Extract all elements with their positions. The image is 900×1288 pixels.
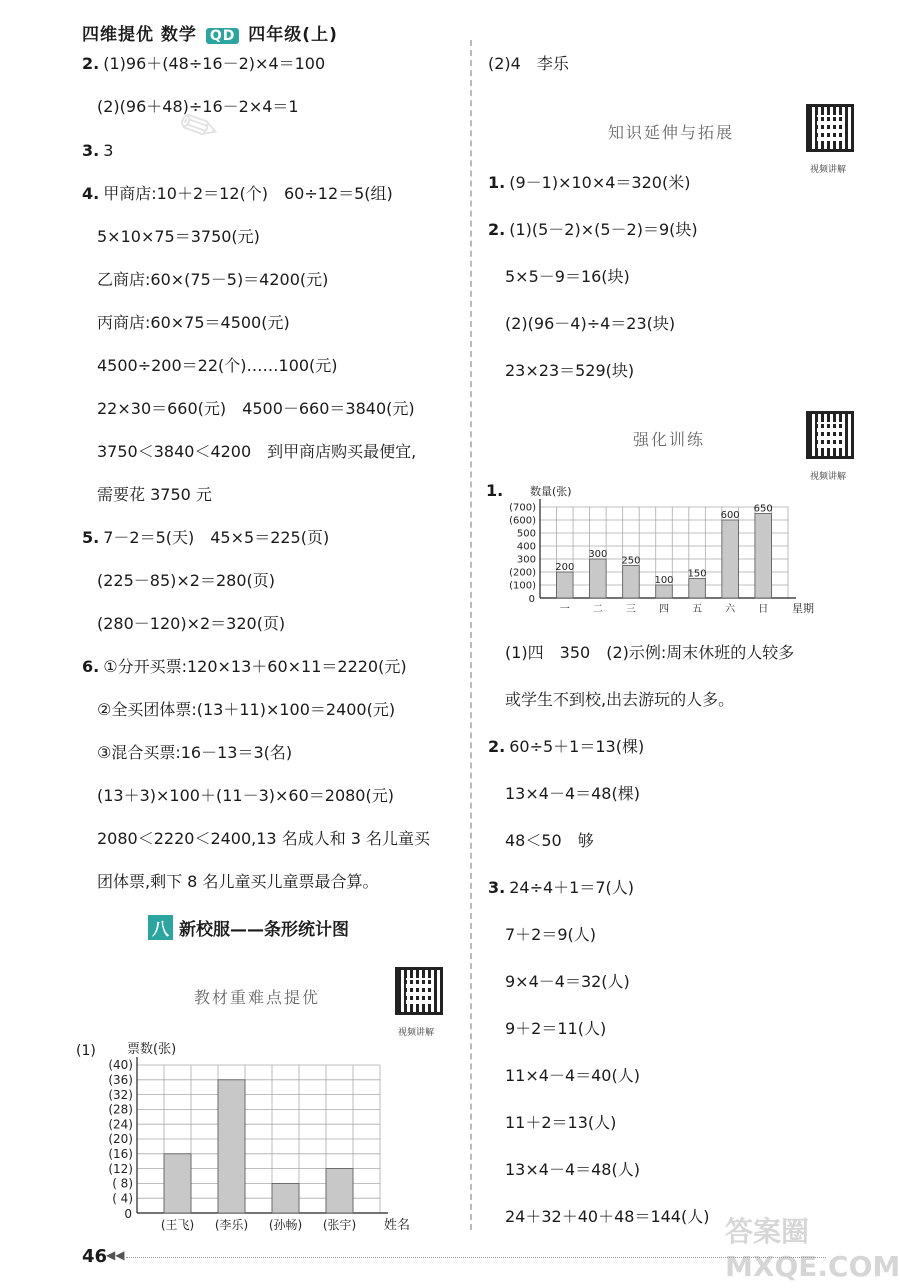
edition-badge: QD (206, 28, 240, 44)
y-tick-label: (36) (108, 1073, 133, 1087)
unit-title (148, 915, 349, 940)
answer-line: 丙商店:60×75＝4500(元) (97, 313, 290, 332)
answer-text: 甲商店:10＋2＝12(个) 60÷12＝5(组) (103, 184, 393, 203)
data-label: 150 (687, 568, 707, 580)
answer-line: 22×30＝660(元) 4500－660＝3840(元) (97, 399, 415, 418)
bar-chart-votes (95, 1040, 415, 1235)
column-divider (470, 40, 472, 1230)
y-tick-label: (40) (108, 1058, 133, 1073)
answer-line (488, 219, 698, 241)
answer-line (82, 527, 329, 549)
watermark-footer: 答案圈 MXQE.COM (725, 1215, 900, 1283)
y-tick-label: ( 4) (112, 1191, 133, 1206)
question-number: 1. (488, 173, 506, 192)
header-title: 四维提优 数学 (82, 25, 197, 45)
bar (326, 1169, 353, 1213)
page-number: 46 (82, 1246, 108, 1267)
qr-code-icon[interactable] (806, 411, 854, 459)
qr-code-icon[interactable] (395, 967, 443, 1015)
header-grade: 四年级(上) (248, 25, 338, 45)
answer-line: 5×5－9＝16(块) (505, 267, 630, 286)
unit-number: 八 (148, 915, 173, 940)
bar (722, 520, 739, 598)
x-tick-label: 六 (725, 604, 736, 615)
answer-line: (1)四 350 (2)示例:周末休班的人较多 (505, 643, 795, 662)
x-tick-label: 四 (659, 604, 669, 615)
x-tick-label: (王飞) (160, 1218, 195, 1232)
answer-line: 9×4－4＝32(人) (505, 972, 630, 991)
answer-text: 24÷4＋1＝7(人) (509, 878, 635, 897)
answer-line: ②全买团体票:(13＋11)×100＝2400(元) (97, 700, 396, 719)
answer-line: 乙商店:60×(75－5)＝4200(元) (97, 270, 329, 289)
x-axis-label: 姓名 (384, 1218, 411, 1233)
answer-line: (225－85)×2＝280(页) (97, 571, 275, 590)
bar (272, 1183, 299, 1213)
answer-text: (9－1)×10×4＝320(米) (509, 173, 691, 192)
question-number: 3. (82, 141, 100, 160)
qr-label: 视频讲解 (810, 165, 847, 175)
x-tick-label: (张宇) (322, 1218, 357, 1232)
question-number: 1. (486, 481, 504, 500)
answer-text: 60÷5＋1＝13(棵) (509, 737, 645, 756)
y-tick-label: 500 (516, 528, 536, 540)
data-label: 300 (588, 549, 608, 560)
chart-prefix: (1) (76, 1043, 96, 1059)
y-tick-label: (700) (509, 502, 536, 514)
y-tick-label: (100) (509, 580, 536, 592)
answer-line: ③混合买票:16－13＝3(名) (97, 743, 293, 762)
y-tick-label: (24) (108, 1117, 133, 1132)
data-label: 650 (753, 503, 773, 515)
answer-text: (1)(5－2)×(5－2)＝9(块) (509, 220, 698, 239)
bar-chart-weekly (500, 478, 815, 618)
answer-line: 5×10×75＝3750(元) (97, 227, 260, 246)
y-tick-label: (32) (108, 1087, 133, 1102)
y-tick-label: (600) (509, 515, 536, 527)
y-axis-label: 票数(张) (127, 1042, 177, 1057)
answer-line (488, 172, 690, 194)
y-tick-label: (200) (509, 567, 536, 579)
question-number: 4. (82, 184, 100, 203)
y-tick-label: (16) (108, 1147, 133, 1161)
bar (164, 1154, 191, 1213)
answer-text: 3 (103, 141, 114, 160)
answer-line (82, 656, 407, 678)
answer-line (488, 736, 644, 758)
footer-divider (126, 1257, 826, 1258)
y-tick-label: 300 (516, 554, 536, 566)
bar (557, 572, 574, 598)
question-number: 2. (488, 220, 506, 239)
question-number: 5. (82, 528, 100, 547)
x-tick-label: (李乐) (214, 1218, 249, 1232)
section-title: 教材重难点提优 (194, 988, 321, 1007)
x-tick-label: (孙畅) (268, 1218, 303, 1232)
y-tick-label: ( 8) (112, 1176, 133, 1191)
answer-line: 13×4－4＝48(棵) (505, 784, 640, 803)
x-axis-label: 星期 (792, 602, 814, 615)
data-label: 600 (720, 510, 740, 521)
answer-line: (2)(96－4)÷4＝23(块) (505, 314, 676, 333)
answer-line: 9＋2＝11(人) (505, 1019, 607, 1038)
y-tick-label: (12) (108, 1161, 133, 1176)
answer-line: 11＋2＝13(人) (505, 1113, 617, 1132)
y-tick-label: (28) (108, 1102, 133, 1117)
answer-line: 团体票,剩下 8 名儿童买儿童票最合算。 (97, 872, 379, 891)
qr-label: 视频讲解 (398, 1028, 435, 1038)
section-title: 知识延伸与拓展 (608, 123, 735, 142)
answer-line: 或学生不到校,出去游玩的人多。 (505, 690, 735, 709)
answer-line: 7＋2＝9(人) (505, 925, 597, 944)
x-tick-label: 一 (559, 604, 570, 615)
bar (623, 566, 640, 599)
arrow-left-icon: ◀◀ (106, 1248, 125, 1262)
data-label: 250 (621, 555, 641, 567)
answer-line: 48＜50 够 (505, 831, 594, 850)
bar (689, 579, 706, 599)
y-tick-label: 400 (516, 541, 536, 553)
answer-text: (1)96＋(48÷16－2)×4＝100 (103, 54, 326, 73)
answer-line: (2)(96＋48)÷16－2×4＝1 (97, 97, 299, 116)
answer-line: 4500÷200＝22(个)……100(元) (97, 356, 338, 375)
answer-line: (13＋3)×100＋(11－3)×60＝2080(元) (97, 786, 394, 805)
bar (218, 1080, 245, 1213)
watermark-logo: ✎ (170, 94, 229, 160)
bar (755, 514, 772, 599)
unit-title-text: 新校服——条形统计图 (179, 920, 349, 940)
answer-line: 23×23＝529(块) (505, 361, 635, 380)
question-number: 3. (488, 878, 506, 897)
answer-line: (280－120)×2＝320(页) (97, 614, 286, 633)
question-number: 6. (82, 657, 100, 676)
question-number: 2. (82, 54, 100, 73)
y-tick-label: (20) (108, 1132, 133, 1147)
x-tick-label: 五 (692, 604, 703, 615)
answer-line: 2080＜2220＜2400,13 名成人和 3 名儿童买 (97, 829, 431, 848)
data-label: 100 (654, 575, 674, 586)
x-tick-label: 日 (758, 604, 769, 615)
x-tick-label: 三 (625, 604, 636, 615)
bar (656, 585, 673, 598)
answer-line: (2)4 李乐 (488, 54, 569, 73)
answer-text: 7－2＝5(天) 45×5＝225(页) (103, 528, 330, 547)
answer-line: 24＋32＋40＋48＝144(人) (505, 1207, 710, 1226)
data-label: 200 (555, 562, 575, 573)
answer-line: 11×4－4＝40(人) (505, 1066, 640, 1085)
answer-text: ①分开买票:120×13＋60×11＝2220(元) (103, 657, 407, 676)
origin-label: 0 (124, 1206, 132, 1221)
answer-line: 需要花 3750 元 (97, 485, 212, 504)
y-axis-label: 数量(张) (530, 485, 572, 498)
answer-line (82, 53, 325, 75)
bar (590, 559, 607, 598)
section-title: 强化训练 (633, 430, 706, 449)
page-header (82, 20, 338, 45)
answer-line (82, 140, 113, 162)
qr-label: 视频讲解 (810, 472, 847, 482)
question-number: 2. (488, 737, 506, 756)
answer-line (488, 877, 634, 899)
origin-label: 0 (528, 594, 535, 605)
answer-line: 13×4－4＝48(人) (505, 1160, 640, 1179)
answer-line (82, 183, 393, 205)
x-tick-label: 二 (592, 604, 603, 615)
answer-line: 3750＜3840＜4200 到甲商店购买最便宜, (97, 442, 417, 461)
qr-code-icon[interactable] (806, 104, 854, 152)
